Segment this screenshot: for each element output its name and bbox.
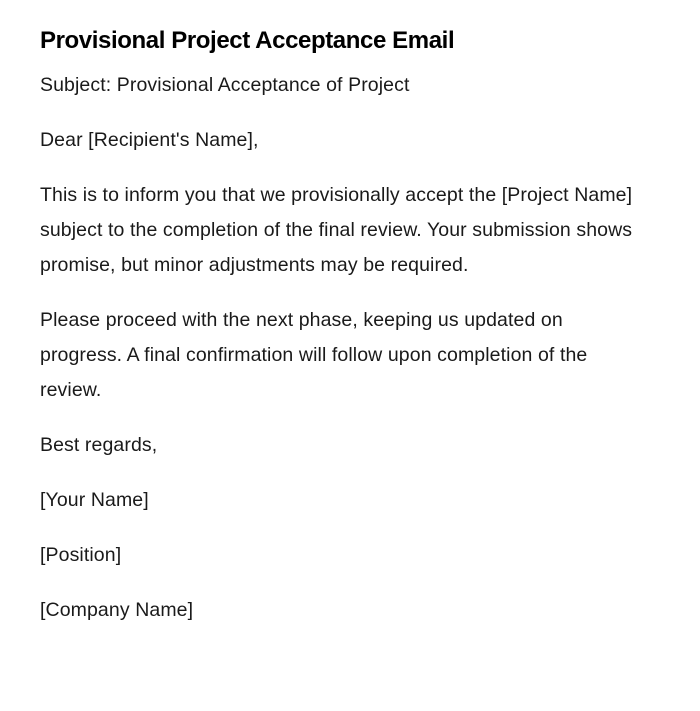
email-body-paragraph-1: This is to inform you that we provisionally accept the [Project Name] subject to the completion of the final review. Your submission shows promise, but minor adjustments may be required. bbox=[40, 184, 633, 276]
email-closing: Best regards, bbox=[40, 434, 158, 456]
email-document bbox=[40, 24, 640, 628]
signature-company: [Company Name] bbox=[40, 599, 194, 621]
signature-position: [Position] bbox=[40, 544, 122, 566]
email-subject: Subject: Provisional Acceptance of Project bbox=[40, 74, 410, 96]
email-greeting: Dear [Recipient's Name], bbox=[40, 129, 259, 151]
signature-name: [Your Name] bbox=[40, 489, 149, 511]
email-body-paragraph-2: Please proceed with the next phase, keeping us updated on progress. A final confirmation will follow upon completion of the review. bbox=[40, 309, 588, 401]
document-title: Provisional Project Acceptance Email bbox=[40, 27, 455, 54]
